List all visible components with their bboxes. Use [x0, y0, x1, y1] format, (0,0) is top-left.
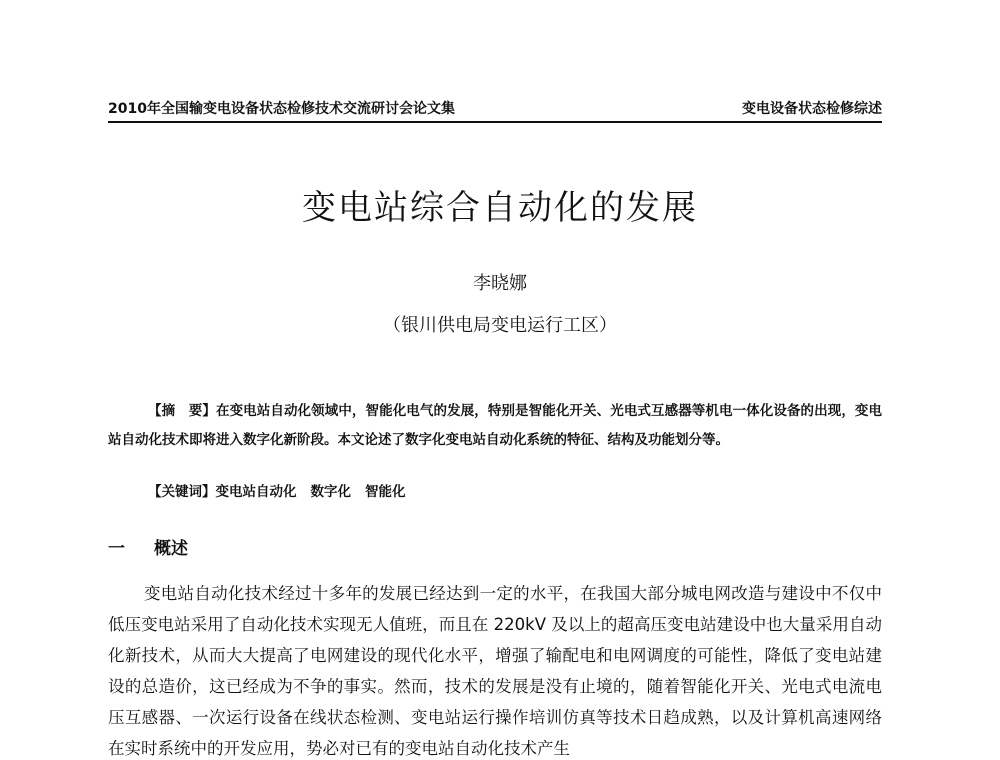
section-body-text: 变电站自动化技术经过十多年的发展已经达到一定的水平，在我国大部分城电网改造与建设中不仅中低压变电站采用了自动化技术实现无人值班，而且在 220kV 及以上的超高压变电站建设中也大量采用自动化新技术，从而大大提高了电网建设的现代化水平，增强了输配电和电网调度的可能性，降低了变电站建设的总造价，这已经成为不争的事实。然而，技术的发展是没有止境的，随着智能化开关、光电式电流电压互感器、一次运行设备在线状态检测、变电站运行操作培训仿真等技术日趋成熟，以及计算机高速网络在实时系统中的开发应用，势必对已有的变电站自动化技术产生: [108, 584, 882, 758]
abstract-label: 【摘 要】: [148, 403, 216, 419]
abstract-text: 在变电站自动化领域中，智能化电气的发展，特别是智能化开关、光电式互感器等机电一体化设备的出现，变电站自动化技术即将进入数字化新阶段。本文论述了数字化变电站自动化系统的特征、结构及功能划分等。: [108, 403, 883, 448]
author-affiliation: （银川供电局变电运行工区）: [383, 315, 617, 336]
abstract: [108, 397, 882, 455]
author-name: 李晓娜: [473, 273, 527, 294]
header-rule: [108, 121, 882, 123]
header-section-name: 变电设备状态检修综述: [742, 101, 882, 117]
section-number: 一: [108, 539, 125, 559]
keywords-label: 【关键词】: [148, 484, 216, 500]
paper-title: 变电站综合自动化的发展: [302, 188, 698, 228]
keyword: 数字化: [310, 484, 351, 500]
keyword: 变电站自动化: [215, 484, 297, 500]
section-title: 概述: [154, 539, 188, 559]
keywords: [148, 481, 882, 503]
keyword: 智能化: [365, 484, 406, 500]
section-heading: [108, 537, 608, 561]
header-proceedings-title: 2010年全国输变电设备状态检修技术交流研讨会论文集: [108, 101, 455, 117]
